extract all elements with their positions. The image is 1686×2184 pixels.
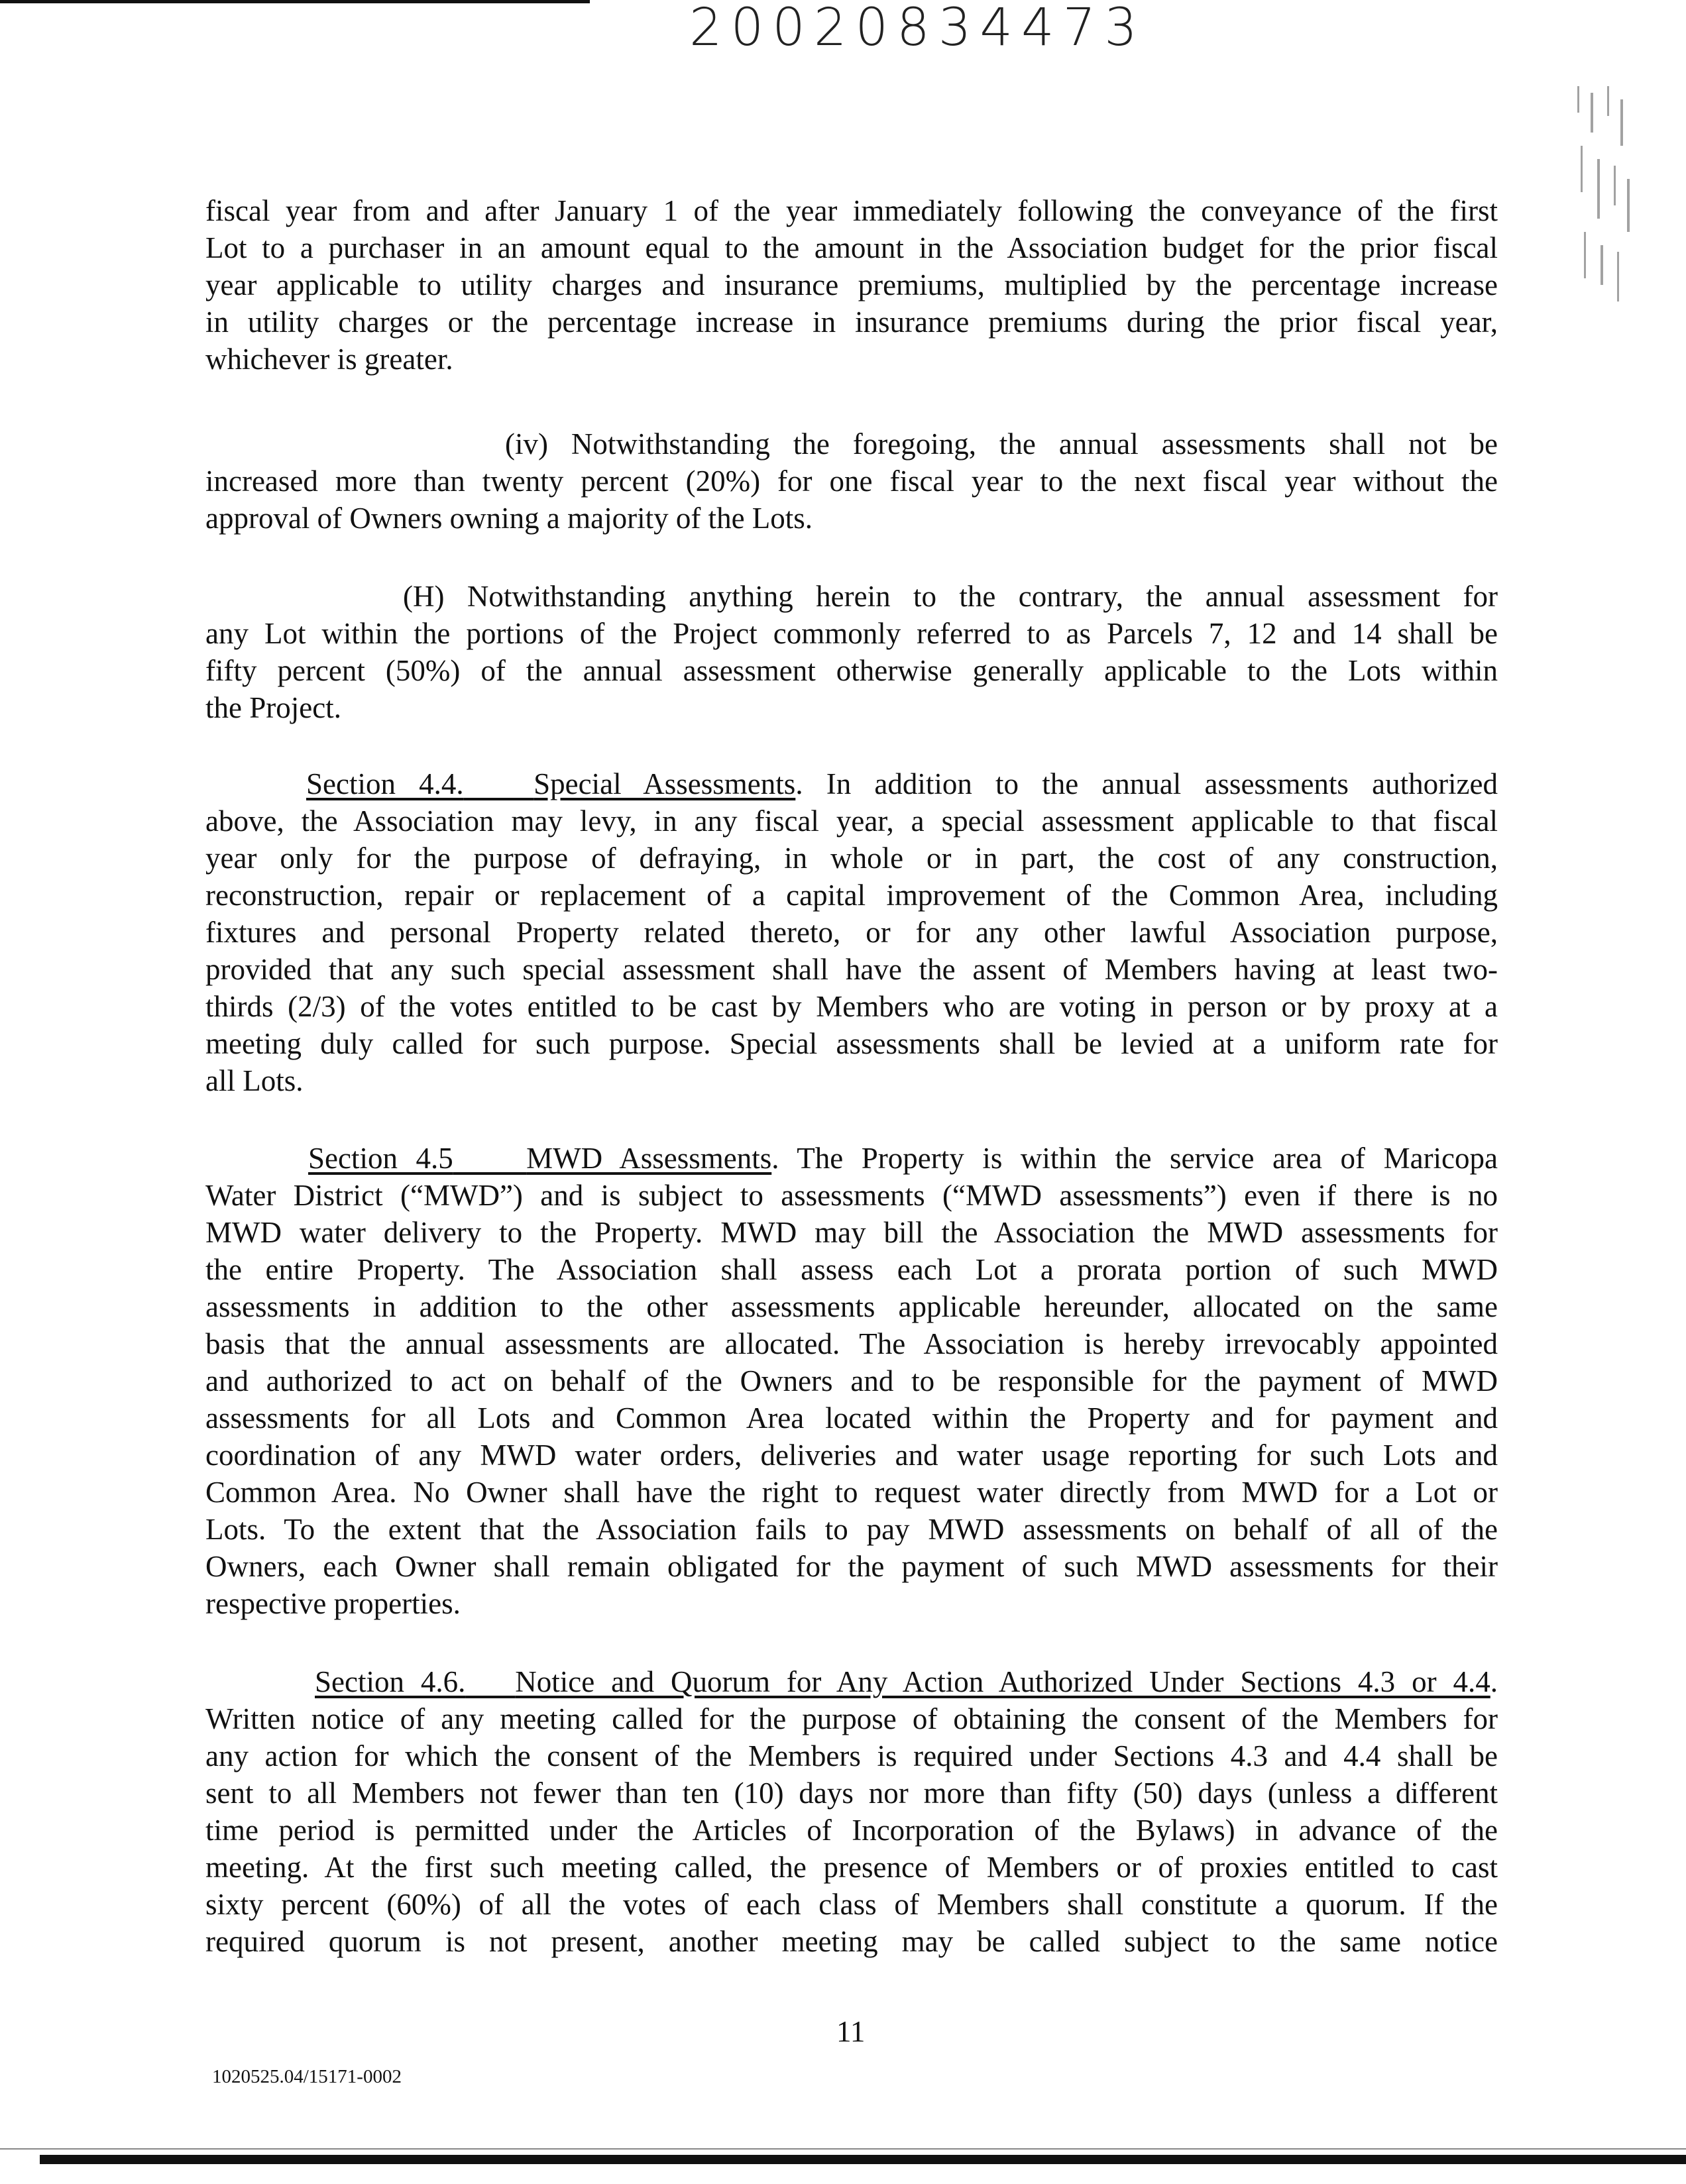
text-line: thirds (2/3) of the votes entitled to be cast by Members who are voting in person or by proxy at a <box>205 990 1498 1023</box>
text-line: coordination of any MWD water orders, deliveries and water usage reporting for such Lots and <box>205 1439 1498 1472</box>
text-line: respective properties. <box>205 1587 461 1620</box>
paragraph-fiscal-year-continuation <box>205 192 1498 378</box>
text-line: all Lots. <box>205 1064 304 1097</box>
section-title: Notice and Quorum for Any Action Authorized Under Sections 4.3 or 4.4 <box>515 1665 1490 1698</box>
text-line: reconstruction, repair or replacement of a capital improvement of the Common Area, including <box>205 879 1498 912</box>
text-line: meeting. At the first such meeting called, the presence of Members or of proxies entitled to cast <box>205 1851 1498 1884</box>
text-line: approval of Owners owning a majority of the Lots. <box>205 502 813 535</box>
text-line: the Project. <box>205 691 341 724</box>
text-line: MWD water delivery to the Property. MWD may bill the Association the MWD assessments for <box>205 1216 1498 1249</box>
text-line: the entire Property. The Association shall assess each Lot a prorata portion of such MWD <box>205 1253 1498 1286</box>
text-line: time period is permitted under the Articles of Incorporation of the Bylaws) in advance of the <box>205 1814 1498 1847</box>
page-number: 11 <box>836 2015 866 2048</box>
recording-number: 20020834473 <box>689 0 1146 58</box>
bottom-scan-rule-thin <box>0 2148 1686 2150</box>
text-line: increased more than twenty percent (20%) for one fiscal year to the next fiscal year without the <box>205 464 1498 498</box>
text-line: above, the Association may levy, in any fiscal year, a special assessment applicable to that fiscal <box>205 804 1498 838</box>
text-line: any action for which the consent of the Members is required under Sections 4.3 and 4.4 shall be <box>205 1739 1498 1773</box>
text-line: basis that the annual assessments are allocated. The Association is hereby irrevocably appointed <box>205 1327 1498 1360</box>
text-line: Lots. To the extent that the Association fails to pay MWD assessments on behalf of all of the <box>205 1513 1498 1546</box>
section-heading-line <box>205 1663 1498 1700</box>
paragraph-subsection-iv <box>205 425 1498 537</box>
text-line: assessments in addition to the other assessments applicable hereunder, allocated on the same <box>205 1290 1498 1323</box>
text-line: any Lot within the portions of the Project commonly referred to as Parcels 7, 12 and 14 shall be <box>205 617 1498 650</box>
text-line: fiscal year from and after January 1 of the year immediately following the conveyance of the first <box>205 194 1498 227</box>
top-scan-rule <box>0 0 590 3</box>
section-heading-rest: . The Property is within the service area of Maricopa <box>771 1142 1498 1175</box>
section-title: MWD Assessments <box>526 1142 772 1175</box>
section-title: Special Assessments <box>534 767 796 800</box>
text-line: sixty percent (60%) of all the votes of each class of Members shall constitute a quorum. If the <box>205 1888 1498 1921</box>
paragraph-subsection-h <box>205 578 1498 726</box>
text-line: Lot to a purchaser in an amount equal to the amount in the Association budget for the prior fiscal <box>205 231 1498 264</box>
text-line: fixtures and personal Property related thereto, or for any other lawful Association purpose, <box>205 916 1498 949</box>
section-number: Section 4.4. <box>306 767 464 800</box>
text-line: (iv) Notwithstanding the foregoing, the annual assessments shall not be <box>505 427 1498 461</box>
text-line: Common Area. No Owner shall have the right to request water directly from MWD for a Lot or <box>205 1476 1498 1509</box>
text-line: (H) Notwithstanding anything herein to the contrary, the annual assessment for <box>403 580 1498 613</box>
section-heading-rest: . In addition to the annual assessments authorized <box>795 767 1498 800</box>
text-line: Owners, each Owner shall remain obligated for the payment of such MWD assessments for their <box>205 1550 1498 1583</box>
text-line: assessments for all Lots and Common Area located within the Property and for payment and <box>205 1401 1498 1435</box>
text-line: Water District (“MWD”) and is subject to assessments (“MWD assessments”) even if there is no <box>205 1179 1498 1212</box>
text-line: sent to all Members not fewer than ten (10) days nor more than fifty (50) days (unless a different <box>205 1776 1498 1810</box>
margin-stamp-marks <box>1571 86 1637 305</box>
text-line: and authorized to act on behalf of the Owners and to be responsible for the payment of MWD <box>205 1364 1498 1397</box>
text-line: provided that any such special assessment shall have the assent of Members having at least two- <box>205 953 1498 986</box>
text-line: fifty percent (50%) of the annual assessment otherwise generally applicable to the Lots within <box>205 654 1498 687</box>
text-line: year applicable to utility charges and insurance premiums, multiplied by the percentage increase <box>205 268 1498 301</box>
section-heading-rest: . <box>1490 1665 1498 1698</box>
section-4-6-notice-and-quorum <box>205 1663 1498 1960</box>
text-line: whichever is greater. <box>205 343 453 376</box>
section-4-5-mwd-assessments <box>205 1140 1498 1622</box>
section-number: Section 4.6. <box>315 1665 466 1698</box>
section-4-4-special-assessments <box>205 765 1498 1099</box>
text-line: required quorum is not present, another meeting may be called subject to the same notice <box>205 1925 1498 1958</box>
text-line: meeting duly called for such purpose. Special assessments shall be levied at a uniform rate for <box>205 1027 1498 1060</box>
section-number: Section 4.5 <box>308 1142 453 1175</box>
text-line: year only for the purpose of defraying, in whole or in part, the cost of any construction, <box>205 842 1498 875</box>
text-line: in utility charges or the percentage increase in insurance premiums during the prior fiscal year, <box>205 305 1498 339</box>
section-heading-line <box>205 765 1498 802</box>
document-code: 1020525.04/15171-0002 <box>212 2066 402 2087</box>
section-heading-line <box>205 1140 1498 1177</box>
bottom-scan-rule <box>40 2155 1686 2164</box>
text-line: Written notice of any meeting called for the purpose of obtaining the consent of the Members for <box>205 1702 1498 1735</box>
